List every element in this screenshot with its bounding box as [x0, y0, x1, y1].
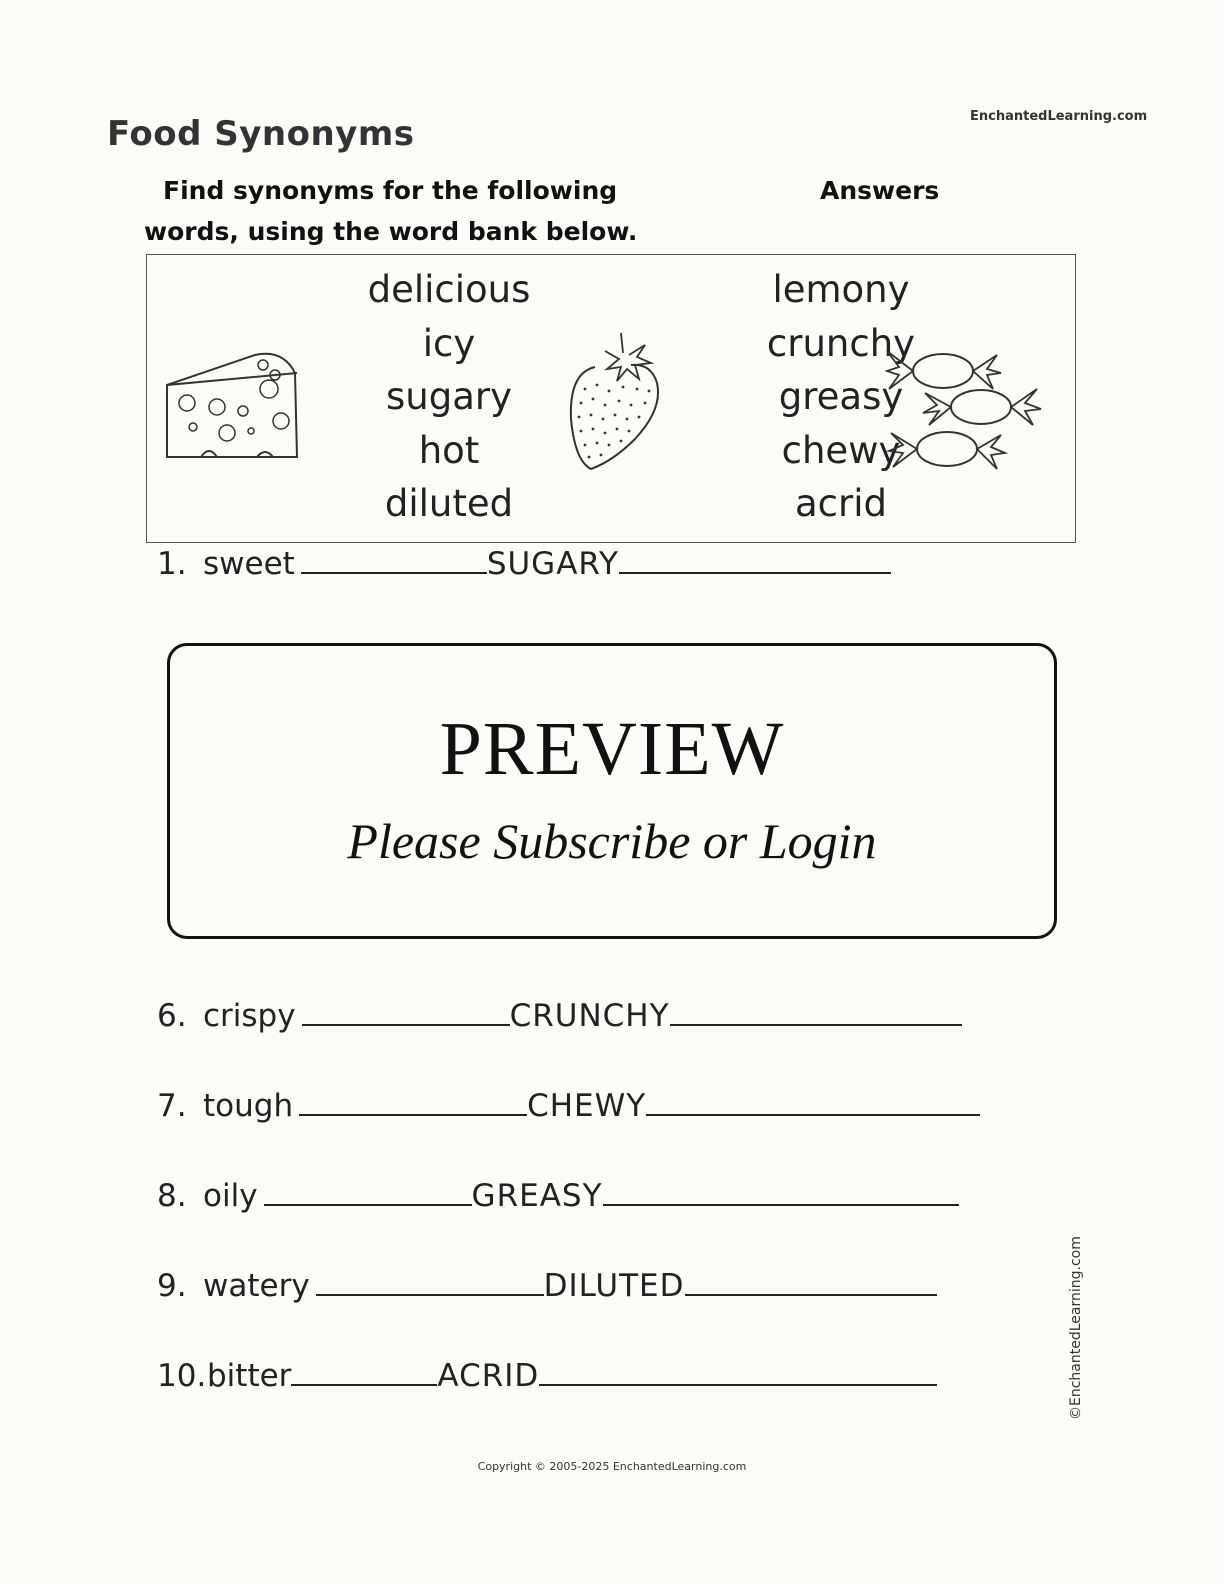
bank-word: acrid — [795, 482, 887, 525]
side-watermark: ©EnchantedLearning.com — [1068, 1236, 1084, 1420]
site-name: EnchantedLearning.com — [970, 109, 1148, 124]
answer-text: SUGARY — [486, 546, 619, 582]
cheese-icon — [163, 345, 303, 465]
answers-heading: Answers — [820, 176, 940, 205]
answer-blank — [603, 1174, 959, 1206]
bank-word: crunchy — [766, 321, 916, 365]
page-title: Food Synonyms — [107, 114, 415, 154]
question-number: 6. — [157, 998, 187, 1034]
bank-word: delicious — [367, 268, 531, 311]
answer-blank — [302, 994, 510, 1026]
question-row — [157, 994, 962, 1038]
question-row — [157, 1264, 937, 1308]
question-number: 8. — [157, 1178, 187, 1214]
question-word: bitter — [207, 1358, 292, 1394]
candy-icon — [885, 341, 1045, 471]
preview-subtitle: Please Subscribe or Login — [347, 813, 877, 869]
question-row — [157, 1084, 980, 1128]
bank-word: icy — [422, 321, 476, 365]
preview-overlay — [167, 643, 1057, 939]
answer-text: DILUTED — [543, 1268, 685, 1304]
strawberry-icon — [565, 329, 665, 474]
word-bank-left-column — [339, 263, 559, 531]
answer-blank — [646, 1084, 980, 1116]
question-word: watery — [203, 1268, 310, 1304]
answer-blank — [301, 542, 487, 574]
bank-word: chewy — [781, 428, 901, 472]
answer-blank — [264, 1174, 472, 1206]
bank-word: diluted — [384, 482, 514, 525]
question-word: oily — [203, 1178, 258, 1214]
answer-text: GREASY — [471, 1178, 603, 1214]
word-bank — [146, 254, 1076, 543]
answer-blank — [685, 1264, 937, 1296]
answer-text: CHEWY — [527, 1088, 647, 1124]
question-number: 7. — [157, 1088, 187, 1124]
instructions-line-1: Find synonyms for the following — [163, 176, 618, 205]
question-number: 9. — [157, 1268, 187, 1304]
instructions-line-2: words, using the word bank below. — [144, 217, 638, 246]
bank-word: sugary — [386, 375, 512, 418]
answer-text: ACRID — [437, 1358, 540, 1394]
question-number: 10. — [157, 1358, 207, 1394]
bank-word: greasy — [778, 375, 904, 418]
question-word: sweet — [203, 546, 295, 582]
question-word: crispy — [203, 998, 296, 1034]
answer-blank — [619, 542, 891, 574]
answer-blank — [291, 1354, 437, 1386]
answer-blank — [539, 1354, 937, 1386]
question-number: 1. — [157, 546, 187, 582]
answer-blank — [299, 1084, 527, 1116]
question-word: tough — [203, 1088, 294, 1124]
bank-word: lemony — [772, 268, 910, 311]
bank-word: hot — [418, 428, 480, 472]
answer-blank — [670, 994, 962, 1026]
question-row — [157, 1354, 937, 1398]
copyright-footer: Copyright © 2005-2025 EnchantedLearning.com — [477, 1460, 747, 1473]
question-row — [157, 1174, 959, 1218]
question-row — [157, 542, 891, 586]
preview-title: PREVIEW — [439, 707, 785, 791]
answer-blank — [316, 1264, 544, 1296]
answer-text: CRUNCHY — [509, 998, 670, 1034]
